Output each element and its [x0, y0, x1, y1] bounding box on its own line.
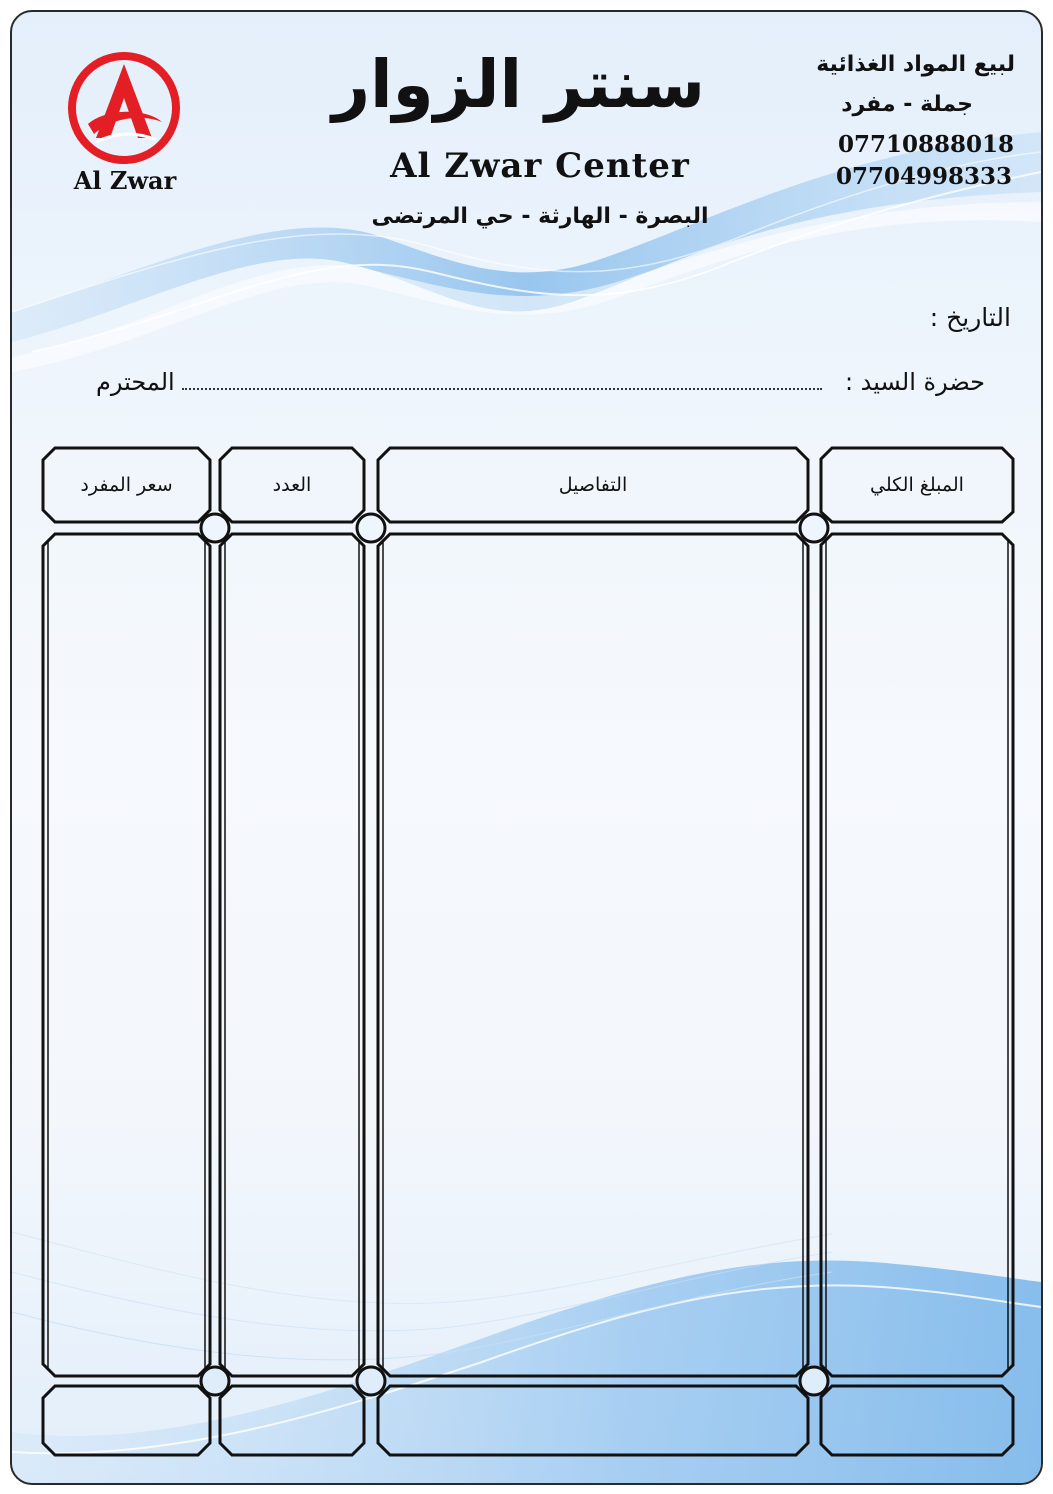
column-body-total	[821, 534, 1013, 1376]
recipient-label: حضرة السيد :	[844, 368, 985, 396]
date-label: التاريخ :	[929, 303, 1011, 332]
column-footer-total	[821, 1386, 1013, 1455]
store-name-english: Al Zwar Center	[390, 146, 690, 186]
column-header-unit-price: سعر المفرد	[80, 474, 173, 496]
brand-name: Al Zwar	[73, 166, 177, 195]
sale-type: جملة - مفرد	[841, 92, 973, 117]
business-description: لبيع المواد الغذائية	[816, 52, 1015, 77]
honorific-label: المحترم	[96, 368, 175, 396]
phone-number-2: 07704998333	[836, 163, 1013, 190]
column-body-details	[378, 534, 808, 1376]
store-name-arabic: سنتر الزوار	[332, 46, 705, 123]
phone-number-1: 07710888018	[838, 131, 1015, 158]
column-body-unit-price	[43, 534, 210, 1376]
column-footer-unit-price	[43, 1386, 210, 1455]
store-address: البصرة - الهارثة - حي المرتضى	[371, 204, 709, 229]
column-footer-details	[378, 1386, 808, 1455]
column-header-quantity: العدد	[272, 474, 312, 496]
column-header-details: التفاصيل	[558, 474, 628, 496]
column-footer-quantity	[220, 1386, 364, 1455]
column-header-total: المبلغ الكلي	[870, 474, 964, 496]
column-body-quantity	[220, 534, 364, 1376]
